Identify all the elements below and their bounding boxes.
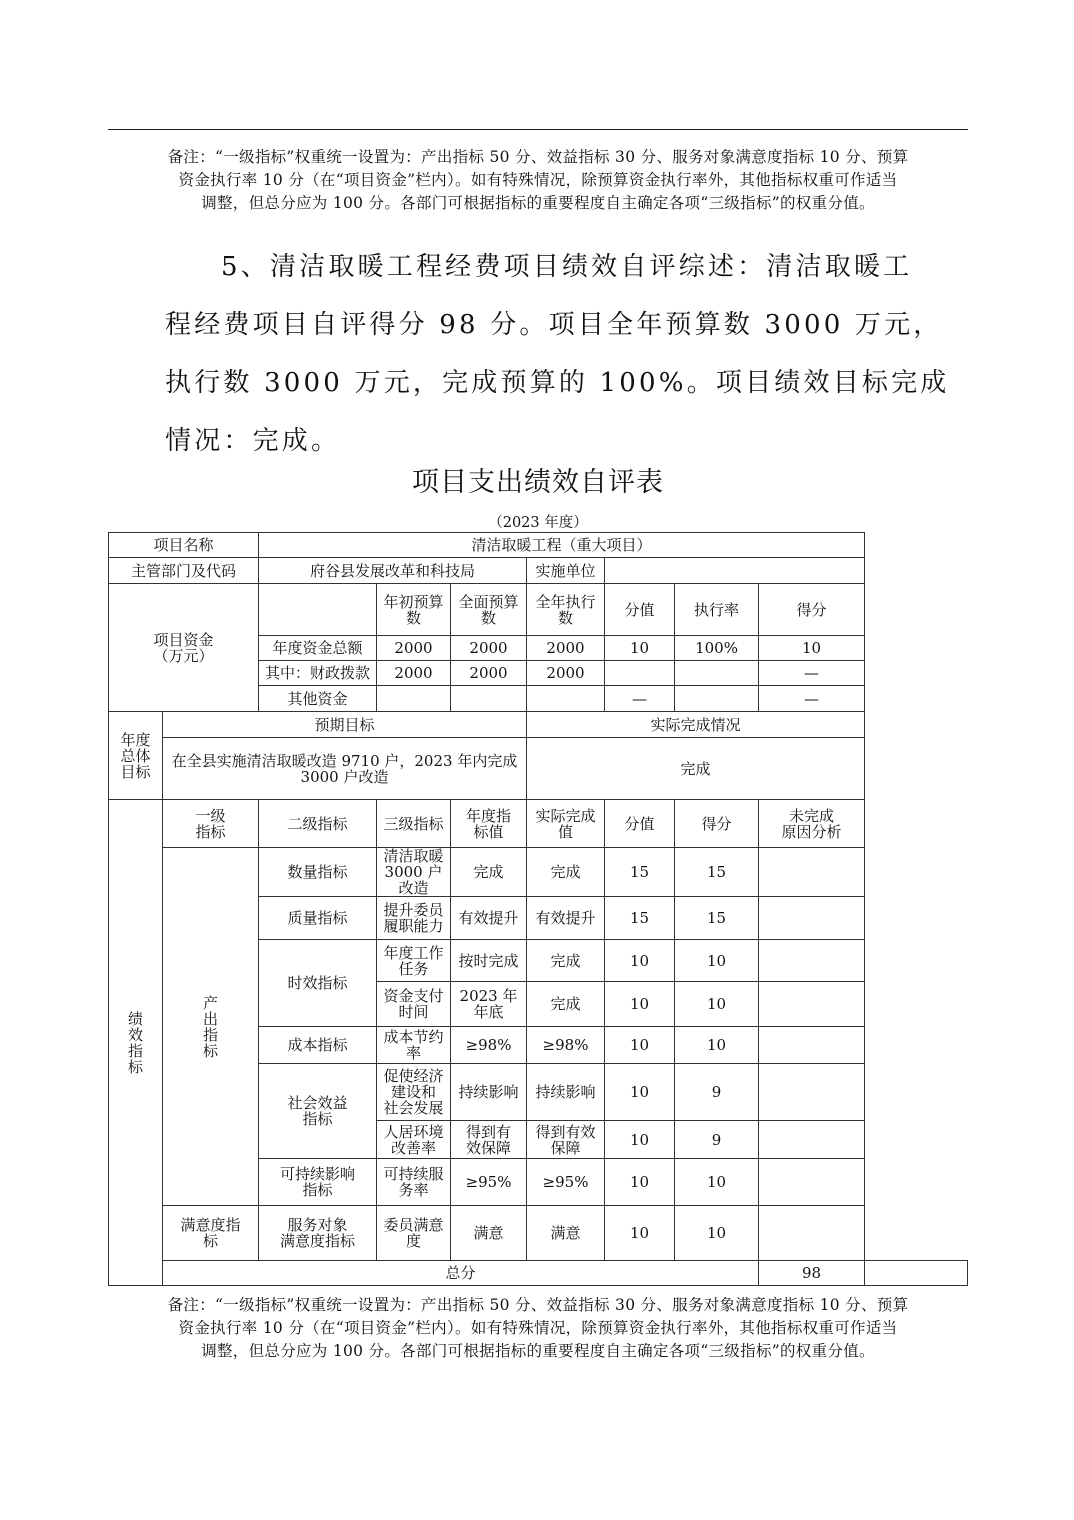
indicator-l2: 时效指标 [259,940,377,1027]
expected-goal: 在全县实施清洁取暖改造 9710 户，2023 年内完成 3000 户改造 [163,738,527,800]
indicator-reason [759,1064,865,1121]
indicator-actual: 完成 [527,940,605,982]
funds-cell: 10 [759,636,865,661]
funds-cell: 2000 [527,636,605,661]
indicator-value: 10 [605,1159,675,1206]
indicator-reason [759,1027,865,1064]
indicator-target: 得到有 效保障 [451,1121,527,1159]
indicator-actual: 满意 [527,1206,605,1261]
indicator-score: 10 [675,1159,759,1206]
total-label: 总分 [163,1261,759,1286]
funds-row-label: 其中：财政拨款 [259,661,377,686]
funds-header: 分值 [605,584,675,636]
indicator-reason [759,982,865,1027]
note-line: 调整，但总分应为 100 分。各部门可根据指标的重要程度自主确定各项“三级指标”的权重分值。 [201,194,875,212]
perf-header: 实际完成 值 [527,800,605,848]
project-name: 清洁取暖工程（重大项目） [259,533,865,558]
indicator-target: 2023 年年底 [451,982,527,1027]
performance-table [108,532,968,1286]
indicator-score: 10 [675,1027,759,1064]
funds-cell: 2000 [377,636,451,661]
note-line: 备注：“一级指标”权重统一设置为：产出指标 50 分、效益指标 30 分、服务对象满意度指标 10 分、预算 [167,1296,909,1314]
indicator-value: 15 [605,897,675,940]
funds-header: 全面预算数 [451,584,527,636]
indicator-l3: 人居环境改善率 [377,1121,451,1159]
top-rule [108,129,968,130]
indicator-l3: 年度工作任务 [377,940,451,982]
indicator-actual: 持续影响 [527,1064,605,1121]
actual-result: 完成 [527,738,865,800]
funds-cell [527,686,605,712]
indicator-l3: 提升委员履职能力 [377,897,451,940]
satisfaction-indicator-label: 满意度指 标 [163,1206,259,1261]
indicator-actual: ≥98% [527,1027,605,1064]
perf-indicator-label: 绩 效 指 标 [109,800,163,1286]
indicator-score: 10 [675,1206,759,1261]
indicator-l2: 社会效益 指标 [259,1064,377,1159]
indicator-value: 10 [605,1027,675,1064]
indicator-target: 满意 [451,1206,527,1261]
actual-label: 实际完成情况 [527,712,865,738]
summary-line: 情况：完成。 [165,426,341,456]
output-indicator-label: 产 出 指 标 [163,848,259,1206]
indicator-actual: 有效提升 [527,897,605,940]
indicator-reason [759,940,865,982]
funds-header-blank [259,584,377,636]
project-name-label: 项目名称 [109,533,259,558]
summary-line: 5、清洁取暖工程经费项目绩效自评综述：清洁取暖工 [221,252,913,282]
indicator-score: 15 [675,897,759,940]
funds-cell: — [759,686,865,712]
indicator-value: 10 [605,1121,675,1159]
funds-cell [675,661,759,686]
indicator-actual: 完成 [527,848,605,897]
funds-cell: — [605,686,675,712]
funds-cell: 2000 [451,636,527,661]
funds-row-label: 年度资金总额 [259,636,377,661]
perf-header: 分值 [605,800,675,848]
indicator-l3: 资金支付时间 [377,982,451,1027]
indicator-l3: 清洁取暖 3000 户改造 [377,848,451,897]
weight-note-top [108,146,968,215]
note-line: 资金执行率 10 分（在“项目资金”栏内）。如有特殊情况，除预算资金执行率外，其他指标权重可作适当 [178,1319,898,1337]
indicator-l3: 成本节约率 [377,1027,451,1064]
perf-header: 二级指标 [259,800,377,848]
note-line: 备注：“一级指标”权重统一设置为：产出指标 50 分、效益指标 30 分、服务对象满意度指标 10 分、预算 [167,148,909,166]
funds-cell [377,686,451,712]
indicator-score: 10 [675,940,759,982]
indicator-value: 10 [605,940,675,982]
indicator-l3: 可持续服务率 [377,1159,451,1206]
indicator-score: 9 [675,1121,759,1159]
indicator-score: 9 [675,1064,759,1121]
funds-cell: 2000 [451,661,527,686]
total-blank [865,1261,968,1286]
indicator-l3: 促使经济建设和 社会发展 [377,1064,451,1121]
funds-header: 年初预算数 [377,584,451,636]
evaluation-summary [165,238,950,470]
funds-header: 全年执行数 [527,584,605,636]
impl-value [605,558,865,584]
indicator-target: 完成 [451,848,527,897]
form-year: （2023 年度） [488,515,588,531]
funds-cell: 2000 [527,661,605,686]
dept-label: 主管部门及代码 [109,558,259,584]
note-line: 资金执行率 10 分（在“项目资金”栏内）。如有特殊情况，除预算资金执行率外，其他指标权重可作适当 [178,171,898,189]
summary-line: 程经费项目自评得分 98 分。项目全年预算数 3000 万元， [165,310,943,340]
funds-header: 执行率 [675,584,759,636]
indicator-score: 10 [675,982,759,1027]
expected-label: 预期目标 [163,712,527,738]
indicator-l2: 可持续影响 指标 [259,1159,377,1206]
funds-row-label: 其他资金 [259,686,377,712]
indicator-actual: 得到有效 保障 [527,1121,605,1159]
indicator-target: ≥98% [451,1027,527,1064]
indicator-value: 10 [605,1206,675,1261]
indicator-score: 15 [675,848,759,897]
indicator-target: 有效提升 [451,897,527,940]
perf-header: 年度指 标值 [451,800,527,848]
funds-cell [605,661,675,686]
dept-value: 府谷县发展改革和科技局 [259,558,527,584]
funds-label: 项目资金 （万元） [109,584,259,712]
indicator-value: 10 [605,1064,675,1121]
funds-cell: 2000 [377,661,451,686]
funds-cell: — [759,661,865,686]
indicator-value: 10 [605,982,675,1027]
impl-label: 实施单位 [527,558,605,584]
weight-note-bottom [108,1294,968,1363]
indicator-l2: 服务对象 满意度指标 [259,1206,377,1261]
funds-cell: 10 [605,636,675,661]
indicator-actual: ≥95% [527,1159,605,1206]
indicator-l3: 委员满意度 [377,1206,451,1261]
note-line: 调整，但总分应为 100 分。各部门可根据指标的重要程度自主确定各项“三级指标”的权重分值。 [201,1342,875,1360]
indicator-reason [759,1206,865,1261]
indicator-actual: 完成 [527,982,605,1027]
perf-header: 一级 指标 [163,800,259,848]
indicator-reason [759,1159,865,1206]
perf-header: 得分 [675,800,759,848]
summary-line: 执行数 3000 万元，完成预算的 100%。项目绩效目标完成 [165,368,950,398]
indicator-value: 15 [605,848,675,897]
funds-cell [675,686,759,712]
perf-header: 未完成 原因分析 [759,800,865,848]
indicator-l2: 成本指标 [259,1027,377,1064]
indicator-l2: 数量指标 [259,848,377,897]
funds-header: 得分 [759,584,865,636]
form-title: 项目支出绩效自评表 [412,467,664,498]
indicator-reason [759,897,865,940]
funds-cell [451,686,527,712]
indicator-target: 持续影响 [451,1064,527,1121]
indicator-target: ≥95% [451,1159,527,1206]
indicator-reason [759,848,865,897]
annual-goal-label: 年度 总体 目标 [109,712,163,800]
indicator-reason [759,1121,865,1159]
indicator-l2: 质量指标 [259,897,377,940]
perf-header: 三级指标 [377,800,451,848]
indicator-target: 按时完成 [451,940,527,982]
total-score: 98 [759,1261,865,1286]
funds-cell: 100% [675,636,759,661]
